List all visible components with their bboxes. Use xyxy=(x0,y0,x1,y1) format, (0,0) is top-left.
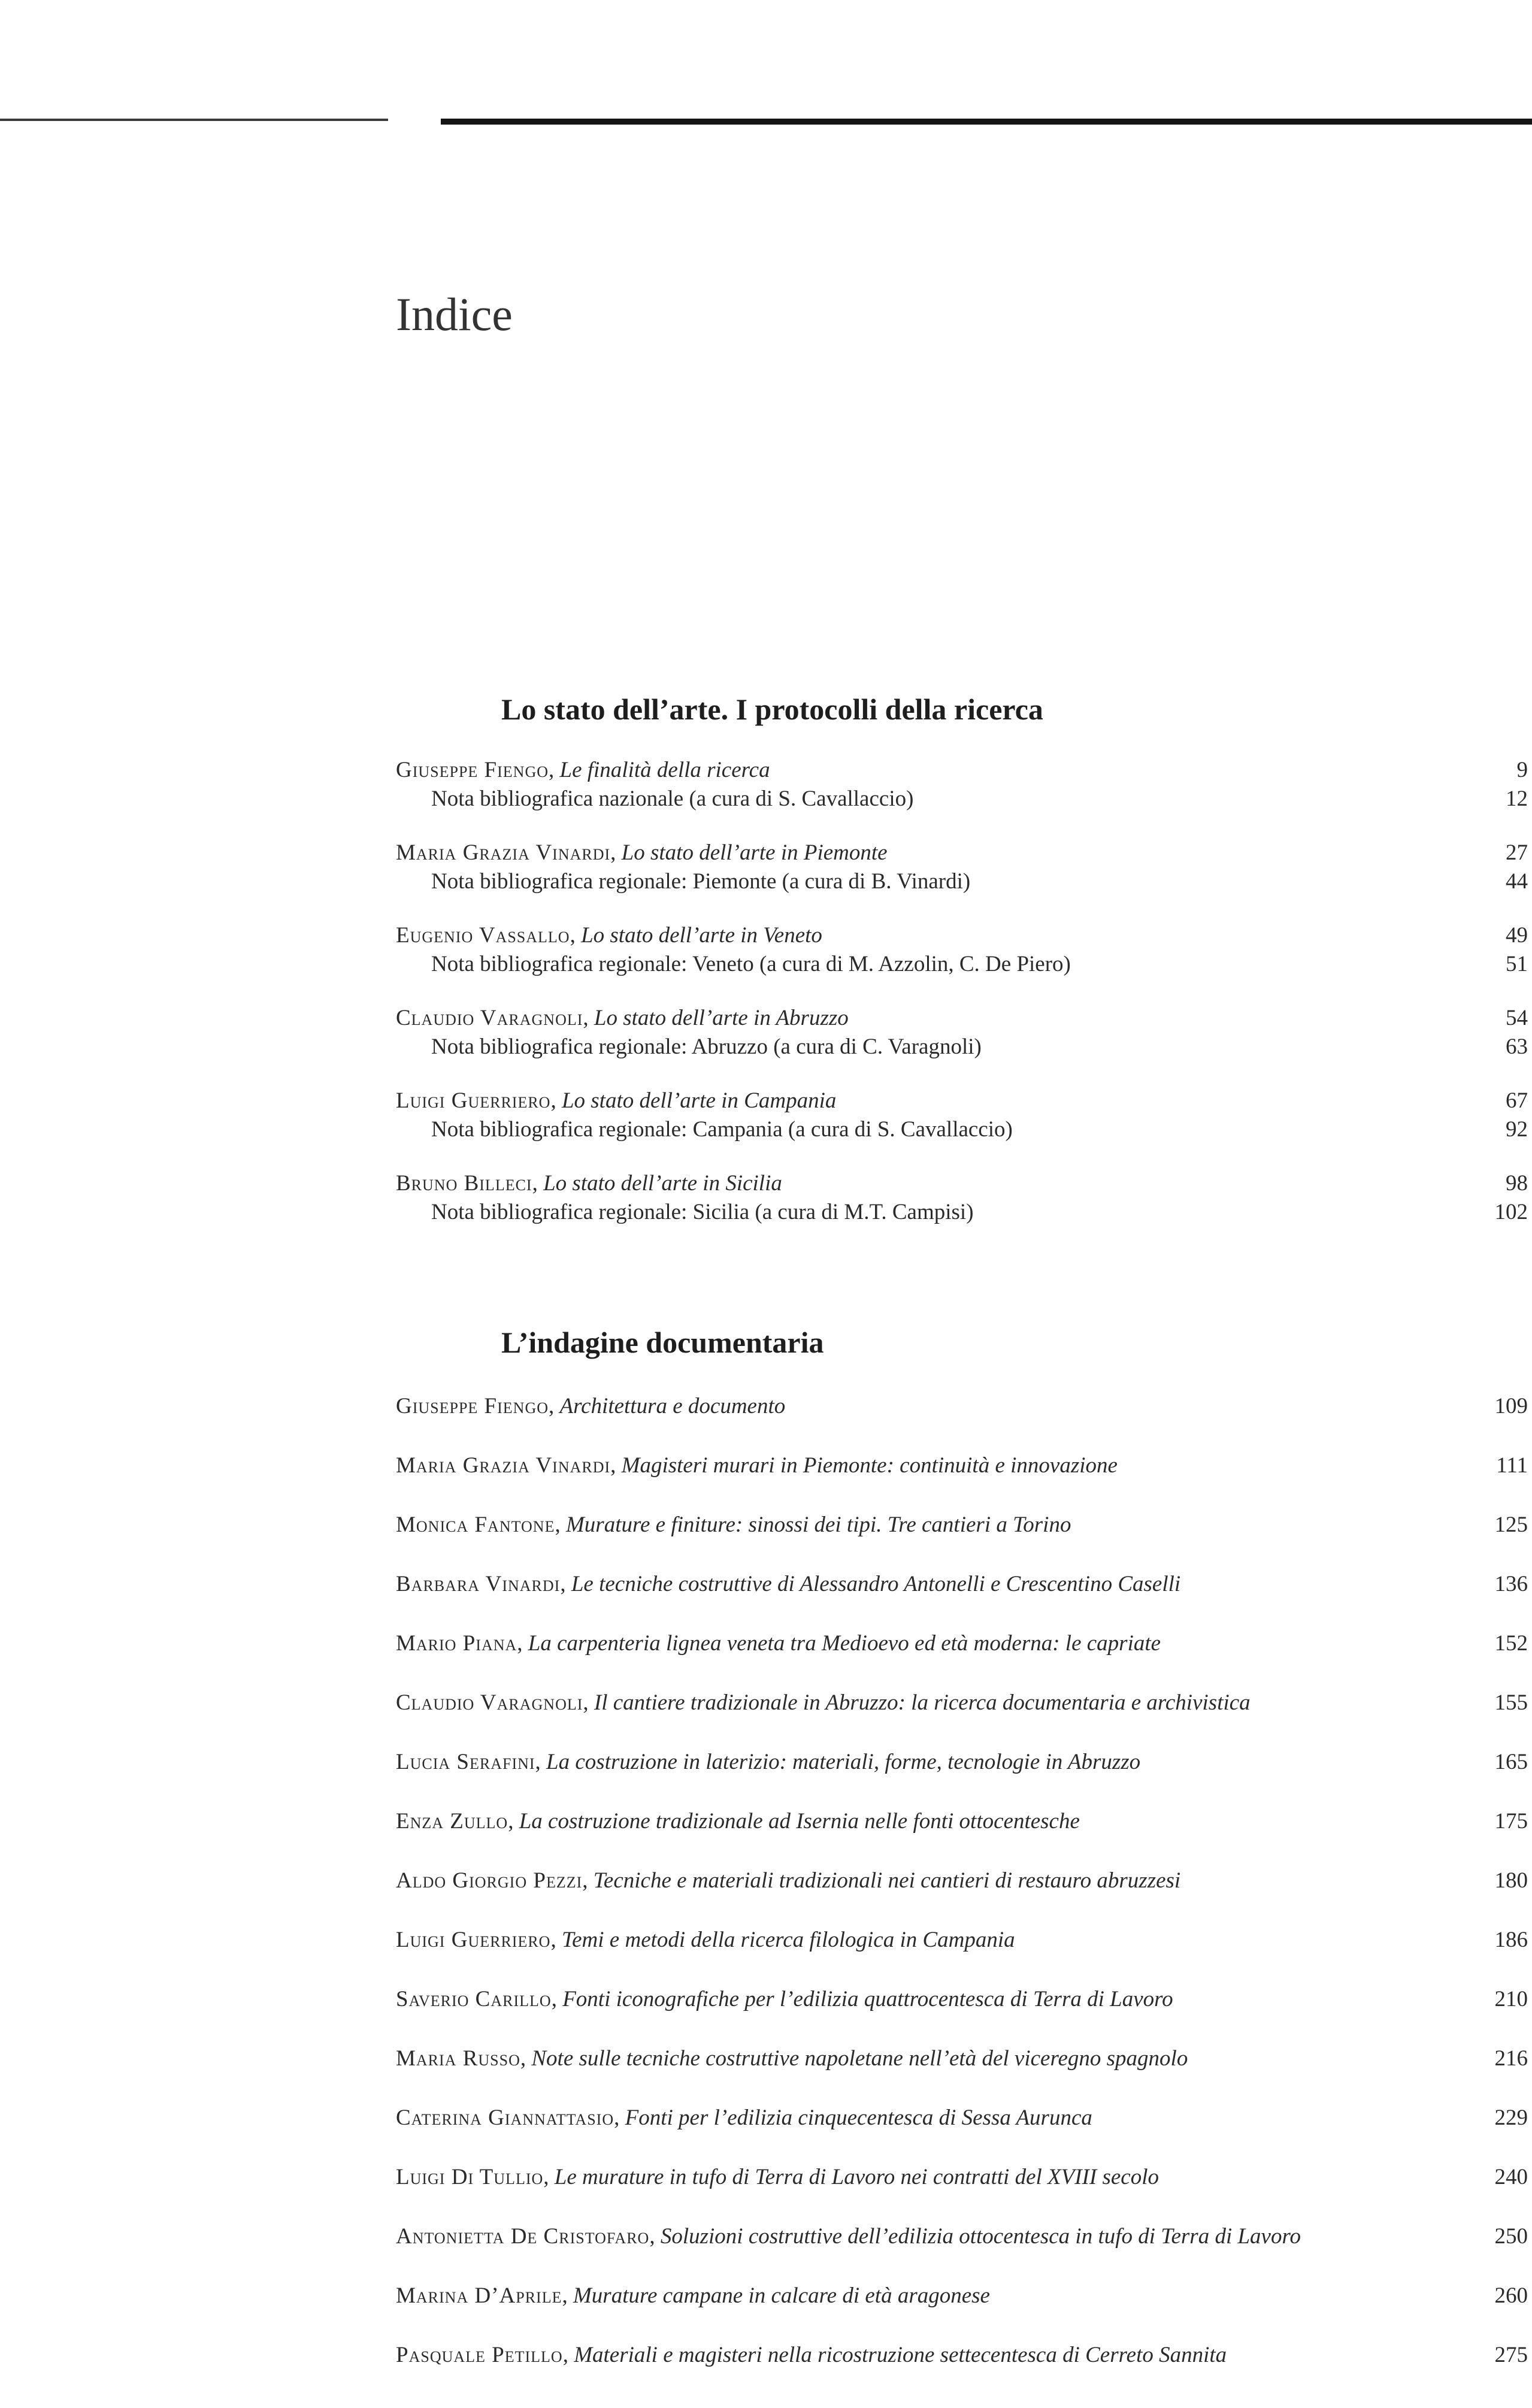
entry-title: Le murature in tufo di Terra di Lavoro nei contratti del XVIII secolo xyxy=(554,2165,1159,2189)
entry-title: Le tecniche costruttive di Alessandro Antonelli e Crescentino Caselli xyxy=(571,1572,1181,1596)
toc-entry: Mario Piana, La carpenteria lignea veneta tra Medioevo ed età moderna: le capriate 152 xyxy=(396,1629,1528,1658)
entry-author: Giuseppe Fiengo xyxy=(396,758,549,782)
entry-page: 109 xyxy=(1494,1394,1528,1418)
entry-author: Claudio Varagnoli xyxy=(396,1690,583,1715)
entry-note: Nota bibliografica regionale: Campania (a cura di S. Cavallaccio) xyxy=(431,1117,1013,1142)
toc-entry: Giuseppe Fiengo, Architettura e documento 109 xyxy=(396,1392,1528,1421)
toc-entry: Lucia Serafini, La costruzione in laterizio: materiali, forme, tecnologie in Abruzzo 165 xyxy=(396,1748,1528,1777)
entry-page: 186 xyxy=(1494,1928,1528,1952)
entry-page: 27 xyxy=(1506,840,1528,865)
toc-entry: Maria Russo, Note sulle tecniche costruttive napoletane nell’età del viceregno spagnolo 216 xyxy=(396,2044,1528,2073)
toc-entry: Barbara Vinardi, Le tecniche costruttive di Alessandro Antonelli e Crescentino Caselli 136 xyxy=(396,1570,1528,1599)
toc-entry: Eugenio Vassallo, Lo stato dell’arte in Veneto 49 Nota bibliografica regionale: Veneto (a cura di M. Azzolin, C. De Piero) 51 xyxy=(396,921,1528,979)
entry-title: La costruzione tradizionale ad Isernia nelle fonti ottocentesche xyxy=(519,1809,1080,1834)
entry-title: Lo stato dell’arte in Piemonte xyxy=(621,840,888,865)
entry-page: 67 xyxy=(1506,1088,1528,1113)
page-title: Indice xyxy=(396,288,513,340)
entry-page: 111 xyxy=(1496,1453,1528,1478)
entry-author: Pasquale Petillo xyxy=(396,2343,563,2367)
toc-entry: Caterina Giannattasio, Fonti per l’edilizia cinquecentesca di Sessa Aurunca 229 xyxy=(396,2104,1528,2132)
entry-title: Murature campane in calcare di età aragonese xyxy=(573,2283,990,2308)
entry-page: 180 xyxy=(1494,1868,1528,1893)
toc-entry: Luigi Di Tullio, Le murature in tufo di Terra di Lavoro nei contratti del XVIII secolo 240 xyxy=(396,2163,1528,2192)
entry-author: Lucia Serafini xyxy=(396,1750,535,1774)
entry-note-page: 63 xyxy=(1506,1034,1528,1059)
entry-page: 260 xyxy=(1494,2283,1528,2308)
entry-title: Architettura e documento xyxy=(559,1394,786,1418)
toc-entry: Luigi Guerriero, Lo stato dell’arte in Campania 67 Nota bibliografica regionale: Campania (a cura di S. Cavallaccio) 92 xyxy=(396,1087,1528,1144)
entry-author: Claudio Varagnoli xyxy=(396,1006,583,1030)
entry-author: Barbara Vinardi xyxy=(396,1572,561,1596)
entry-page: 216 xyxy=(1494,2046,1528,2071)
entry-title: Note sulle tecniche costruttive napoletane nell’età del viceregno spagnolo xyxy=(531,2046,1188,2071)
entry-title: Fonti per l’edilizia cinquecentesca di Sessa Aurunca xyxy=(625,2106,1092,2130)
entry-page: 98 xyxy=(1506,1171,1528,1196)
toc-entry: Monica Fantone, Murature e finiture: sinossi dei tipi. Tre cantieri a Torino 125 xyxy=(396,1511,1528,1539)
entry-title: Temi e metodi della ricerca filologica in Campania xyxy=(561,1928,1015,1952)
entry-page: 210 xyxy=(1494,1987,1528,2011)
entry-title: Soluzioni costruttive dell’edilizia ottocentesca in tufo di Terra di Lavoro xyxy=(660,2224,1301,2249)
toc-entry: Bruno Billeci, Lo stato dell’arte in Sicilia 98 Nota bibliografica regionale: Sicilia (a cura di M.T. Campisi) 102 xyxy=(396,1169,1528,1227)
entry-note-page: 102 xyxy=(1494,1200,1528,1224)
entry-author: Saverio Carillo xyxy=(396,1987,552,2011)
entry-note-page: 92 xyxy=(1506,1117,1528,1142)
section-heading: Lo stato dell’arte. I protocolli della ricerca xyxy=(501,692,1043,726)
section-heading: L’indagine documentaria xyxy=(501,1326,824,1359)
entry-page: 125 xyxy=(1494,1512,1528,1537)
entry-page: 136 xyxy=(1494,1572,1528,1596)
entry-author: Marina D’Aprile xyxy=(396,2283,562,2308)
entry-page: 175 xyxy=(1494,1809,1528,1834)
entry-author: Maria Russo xyxy=(396,2046,520,2071)
entry-note: Nota bibliografica regionale: Abruzzo (a cura di C. Varagnoli) xyxy=(431,1034,982,1059)
entry-author: Luigi Guerriero xyxy=(396,1088,551,1113)
entry-author: Maria Grazia Vinardi xyxy=(396,1453,611,1478)
toc-entry: Saverio Carillo, Fonti iconografiche per l’edilizia quattrocentesca di Terra di Lavoro 210 xyxy=(396,1985,1528,2014)
top-rule-right xyxy=(441,119,1532,125)
entry-note: Nota bibliografica regionale: Veneto (a cura di M. Azzolin, C. De Piero) xyxy=(431,952,1071,976)
entry-page: 165 xyxy=(1494,1750,1528,1774)
entry-page: 9 xyxy=(1516,758,1528,782)
entry-author: Caterina Giannattasio xyxy=(396,2106,614,2130)
entry-author: Giuseppe Fiengo xyxy=(396,1394,549,1418)
entry-title: Lo stato dell’arte in Veneto xyxy=(581,923,822,948)
entry-author: Monica Fantone xyxy=(396,1512,555,1537)
entry-title: Magisteri murari in Piemonte: continuità e innovazione xyxy=(621,1453,1118,1478)
entry-page: 152 xyxy=(1494,1631,1528,1656)
toc-entry: Aldo Giorgio Pezzi, Tecniche e materiali tradizionali nei cantieri di restauro abruzzesi 180 xyxy=(396,1866,1528,1895)
toc-entry: Marina D’Aprile, Murature campane in calcare di età aragonese 260 xyxy=(396,2282,1528,2310)
entry-title: Il cantiere tradizionale in Abruzzo: la ricerca documentaria e archivistica xyxy=(594,1690,1251,1715)
entry-author: Enza Zullo xyxy=(396,1809,508,1834)
entry-author: Eugenio Vassallo xyxy=(396,923,570,948)
entry-title: La carpenteria lignea veneta tra Medioevo ed età moderna: le capriate xyxy=(528,1631,1161,1656)
entry-note-page: 12 xyxy=(1506,786,1528,811)
entry-author: Bruno Billeci xyxy=(396,1171,532,1196)
toc-entry: Luigi Guerriero, Temi e metodi della ricerca filologica in Campania 186 xyxy=(396,1926,1528,1955)
toc-entry: Giuseppe Fiengo, Le finalità della ricerca 9 Nota bibliografica nazionale (a cura di S. Cavallaccio) 12 xyxy=(396,756,1528,813)
entry-note: Nota bibliografica nazionale (a cura di S. Cavallaccio) xyxy=(431,786,914,811)
entry-author: Mario Piana xyxy=(396,1631,517,1656)
toc-entry: Claudio Varagnoli, Lo stato dell’arte in Abruzzo 54 Nota bibliografica regionale: Abruzzo (a cura di C. Varagnoli) 63 xyxy=(396,1004,1528,1061)
toc-entry: Enza Zullo, La costruzione tradizionale ad Isernia nelle fonti ottocentesche 175 xyxy=(396,1807,1528,1836)
toc-entry: Maria Grazia Vinardi, Lo stato dell’arte in Piemonte 27 Nota bibliografica regionale: Piemonte (a cura di B. Vinardi) 44 xyxy=(396,839,1528,896)
entry-author: Maria Grazia Vinardi xyxy=(396,840,611,865)
entry-page: 155 xyxy=(1494,1690,1528,1715)
entry-page: 240 xyxy=(1494,2165,1528,2189)
entry-title: Lo stato dell’arte in Abruzzo xyxy=(594,1006,849,1030)
entry-note: Nota bibliografica regionale: Sicilia (a cura di M.T. Campisi) xyxy=(431,1200,974,1224)
entry-page: 49 xyxy=(1506,923,1528,948)
entry-page: 275 xyxy=(1494,2343,1528,2367)
entry-title: Materiali e magisteri nella ricostruzione settecentesca di Cerreto Sannita xyxy=(574,2343,1227,2367)
entry-page: 54 xyxy=(1506,1006,1528,1030)
entry-page: 250 xyxy=(1494,2224,1528,2249)
entry-note-page: 51 xyxy=(1506,952,1528,976)
entry-title: Murature e finiture: sinossi dei tipi. Tre cantieri a Torino xyxy=(565,1512,1071,1537)
entry-note: Nota bibliografica regionale: Piemonte (a cura di B. Vinardi) xyxy=(431,869,971,894)
top-rule-left xyxy=(0,119,388,121)
toc-entry: Maria Grazia Vinardi, Magisteri murari in Piemonte: continuità e innovazione 111 xyxy=(396,1451,1528,1480)
entry-title: Fonti iconografiche per l’edilizia quattrocentesca di Terra di Lavoro xyxy=(562,1987,1173,2011)
entry-title: Lo stato dell’arte in Campania xyxy=(561,1088,837,1113)
entry-author: Antonietta De Cristofaro xyxy=(396,2224,650,2249)
entry-title: Le finalità della ricerca xyxy=(559,758,770,782)
entry-title: Lo stato dell’arte in Sicilia xyxy=(543,1171,782,1196)
entry-author: Luigi Guerriero xyxy=(396,1928,551,1952)
entry-page: 229 xyxy=(1494,2106,1528,2130)
entry-author: Luigi Di Tullio xyxy=(396,2165,544,2189)
toc-entry: Pasquale Petillo, Materiali e magisteri nella ricostruzione settecentesca di Cerreto Sannita 275 xyxy=(396,2341,1528,2370)
toc-entry: Antonietta De Cristofaro, Soluzioni costruttive dell’edilizia ottocentesca in tufo di Terra di Lavoro 250 xyxy=(396,2222,1528,2251)
entry-title: La costruzione in laterizio: materiali, forme, tecnologie in Abruzzo xyxy=(546,1750,1141,1774)
entry-note-page: 44 xyxy=(1506,869,1528,894)
entry-author: Aldo Giorgio Pezzi xyxy=(396,1868,583,1893)
toc-entry: Claudio Varagnoli, Il cantiere tradizionale in Abruzzo: la ricerca documentaria e archivistica 155 xyxy=(396,1689,1528,1717)
entry-title: Tecniche e materiali tradizionali nei cantieri di restauro abruzzesi xyxy=(593,1868,1181,1893)
